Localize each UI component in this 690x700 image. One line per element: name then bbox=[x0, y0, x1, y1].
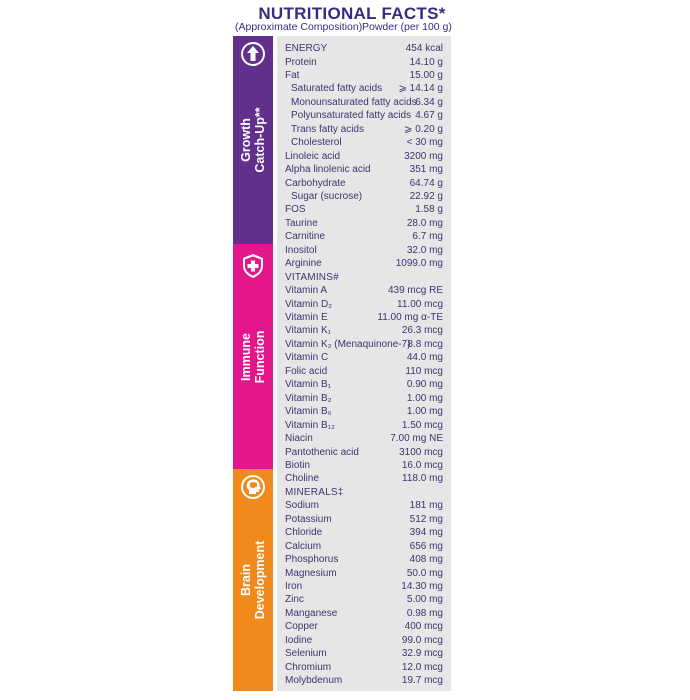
nutrient-label: Sugar (sucrose) bbox=[291, 190, 363, 202]
nutrient-label: Carbohydrate bbox=[285, 177, 346, 189]
nutrient-row bbox=[285, 230, 443, 243]
nutrient-label: Iodine bbox=[285, 634, 313, 646]
nutrient-row bbox=[285, 647, 443, 660]
nutrient-value: 3100 mcg bbox=[399, 446, 443, 458]
nutrient-row bbox=[285, 96, 443, 109]
nutrient-label: Vitamin B₂ bbox=[285, 392, 332, 404]
nutrient-label: Polyunsaturated fatty acids bbox=[291, 110, 412, 122]
nutrient-value: 512 mg bbox=[409, 513, 443, 525]
serving-basis: Powder (per 100 g) bbox=[362, 21, 452, 33]
nutrient-label: Pantothenic acid bbox=[285, 446, 359, 458]
nutrient-label: Vitamin E bbox=[285, 312, 328, 323]
nutrient-label: Vitamin C bbox=[285, 352, 329, 364]
nutrient-row bbox=[285, 365, 443, 378]
nutrient-value: 181 mg bbox=[409, 500, 443, 512]
nutrient-row bbox=[285, 526, 443, 539]
band-label-line: Catch-Up** bbox=[253, 107, 267, 173]
nutrient-value: 99.0 mcg bbox=[401, 634, 443, 646]
band-label-line: Growth bbox=[239, 118, 253, 162]
nutrient-value: 14.10 g bbox=[409, 56, 443, 68]
nutrient-label: Molybdenum bbox=[285, 675, 343, 687]
up-arrow-icon bbox=[239, 40, 267, 68]
nutrient-label: ENERGY bbox=[285, 43, 328, 54]
nutrient-row bbox=[285, 620, 443, 633]
section-header bbox=[285, 486, 443, 499]
nutrient-row bbox=[285, 177, 443, 190]
nutrient-value: 12.0 mcg bbox=[401, 661, 443, 673]
nutrient-value: 11.00 mcg bbox=[397, 298, 443, 310]
nutrient-label: Biotin bbox=[285, 459, 311, 471]
nutrient-label: Vitamin B₆ bbox=[285, 406, 332, 418]
nutrient-row bbox=[285, 459, 443, 472]
nutrient-row bbox=[285, 163, 443, 176]
nutrient-row bbox=[285, 540, 443, 553]
nutrient-label: Calcium bbox=[285, 540, 322, 552]
nutrient-label: FOS bbox=[285, 204, 306, 216]
nutrient-row bbox=[285, 217, 443, 230]
nutrient-row bbox=[285, 553, 443, 566]
nutrient-label: Inositol bbox=[285, 244, 317, 256]
nutrient-row bbox=[285, 56, 443, 69]
nutrient-row bbox=[285, 203, 443, 216]
nutrient-value: 64.74 g bbox=[409, 177, 443, 189]
nutrient-label: Phosphorus bbox=[285, 554, 339, 566]
nutrient-value: ⩾ 14.14 g bbox=[398, 83, 443, 95]
nutrient-label: Vitamin A bbox=[285, 285, 328, 297]
nutrient-value: 110 mcg bbox=[405, 365, 443, 377]
nutrient-value: 454 kcal bbox=[405, 43, 443, 54]
nutrient-value: 1.58 g bbox=[415, 204, 443, 216]
nutrient-label: Protein bbox=[285, 56, 317, 68]
nutrient-value: 50.0 mg bbox=[406, 567, 443, 579]
nutrient-row bbox=[285, 661, 443, 674]
nutrient-row bbox=[285, 244, 443, 257]
nutrient-value: 394 mg bbox=[409, 527, 443, 539]
nutrient-value: 6.7 mg bbox=[412, 231, 443, 243]
nutrient-value: 19.7 mcg bbox=[401, 675, 443, 687]
shield-cross-icon bbox=[239, 252, 267, 280]
nutrient-value: 11.00 mg α-TE bbox=[377, 312, 443, 323]
nutrient-value: < 30 mg bbox=[406, 137, 443, 149]
nutrient-value: 32.0 mg bbox=[406, 244, 443, 256]
nutrient-value: 0.90 mg bbox=[406, 379, 443, 391]
nutrient-label: Vitamin K₁ bbox=[285, 325, 331, 337]
nutrient-value: 15.00 g bbox=[409, 69, 443, 81]
nutrient-row bbox=[285, 298, 443, 311]
brain-head-icon bbox=[239, 473, 267, 501]
nutrient-value: 408 mg bbox=[409, 554, 443, 566]
nutrient-label: Fat bbox=[285, 69, 300, 81]
nutrient-row bbox=[285, 432, 443, 445]
nutrient-label: Vitamin D₂ bbox=[285, 298, 333, 310]
nutrient-row bbox=[285, 351, 443, 364]
nutrient-row bbox=[285, 109, 443, 122]
band-label-line: Brain bbox=[239, 564, 253, 596]
nutrient-value: 656 mg bbox=[409, 540, 443, 552]
nutrient-label: Selenium bbox=[285, 648, 327, 660]
nutrient-row bbox=[285, 567, 443, 580]
nutrient-row bbox=[285, 513, 443, 526]
band-label-immune bbox=[239, 330, 267, 383]
nutrient-value: 44.0 mg bbox=[406, 352, 443, 364]
nutrient-value: 4.67 g bbox=[415, 110, 443, 122]
nutrient-row bbox=[285, 42, 443, 55]
nutrient-value: 22.92 g bbox=[409, 190, 443, 202]
band-label-brain bbox=[239, 541, 267, 620]
band-label-line: Immune bbox=[239, 332, 253, 381]
nutrient-label: Arginine bbox=[285, 258, 322, 270]
nutrient-row bbox=[285, 324, 443, 337]
nutrient-label: Vitamin B₁ bbox=[285, 379, 331, 391]
nutrient-row bbox=[285, 82, 443, 95]
nutrient-value: 1099.0 mg bbox=[395, 258, 443, 270]
nutrient-value: 1.50 mcg bbox=[401, 419, 443, 431]
nutrient-label: Magnesium bbox=[285, 567, 337, 579]
band-brain-development bbox=[233, 469, 273, 691]
nutrient-row bbox=[285, 580, 443, 593]
nutrient-label: Vitamin B₁₂ bbox=[285, 419, 335, 431]
nutrient-row bbox=[285, 150, 443, 163]
band-label-growth bbox=[239, 107, 267, 172]
nutrient-row bbox=[285, 69, 443, 82]
nutrient-label: Iron bbox=[285, 581, 303, 592]
nutrient-row bbox=[285, 419, 443, 432]
nutrient-row bbox=[285, 405, 443, 418]
nutrient-value: 439 mcg RE bbox=[387, 285, 443, 297]
nutrient-row bbox=[285, 311, 443, 324]
nutrient-label: Monounsaturated fatty acids bbox=[291, 96, 417, 108]
band-label-line: Function bbox=[253, 330, 267, 383]
section-header bbox=[285, 271, 443, 284]
nutrient-label: Chromium bbox=[285, 661, 332, 673]
nutrient-value: 26.3 mcg bbox=[401, 325, 443, 337]
nutrient-value: 14.30 mg bbox=[401, 581, 443, 592]
nutrient-row bbox=[285, 607, 443, 620]
nutrient-label: Potassium bbox=[285, 513, 332, 525]
nutrient-row bbox=[285, 190, 443, 203]
nutrient-row bbox=[285, 472, 443, 485]
band-immune-function bbox=[233, 244, 273, 469]
nutrient-value: 6.34 g bbox=[415, 96, 443, 108]
nutrient-label: Saturated fatty acids bbox=[291, 83, 383, 95]
nutrient-value: ⩾ 0.20 g bbox=[404, 123, 443, 135]
nutrient-label: Taurine bbox=[285, 217, 318, 229]
nutrient-value: 16.0 mcg bbox=[401, 459, 443, 471]
nutrient-value: 118.0 mg bbox=[402, 473, 443, 485]
nutrient-row bbox=[285, 634, 443, 647]
nutrient-value: 351 mg bbox=[409, 164, 443, 176]
nutrient-row bbox=[285, 338, 443, 351]
section-label: MINERALS‡ bbox=[285, 486, 344, 498]
nutrient-label: Alpha linolenic acid bbox=[285, 164, 371, 176]
nutrient-label: Trans fatty acids bbox=[291, 123, 364, 135]
nutrient-label: Sodium bbox=[285, 500, 319, 512]
nutrient-row bbox=[285, 136, 443, 149]
nutrient-label: Zinc bbox=[285, 594, 304, 606]
nutrient-value: 28.0 mg bbox=[406, 217, 443, 229]
page-title: NUTRITIONAL FACTS* bbox=[258, 4, 446, 23]
nutrient-row bbox=[285, 123, 443, 136]
nutrient-row bbox=[285, 593, 443, 606]
nutrient-label: Manganese bbox=[285, 607, 338, 619]
nutrient-value: 1.00 mg bbox=[406, 406, 443, 418]
nutrient-label: Folic acid bbox=[285, 365, 328, 377]
band-label-line: Development bbox=[253, 540, 267, 620]
nutrient-label: Choline bbox=[285, 473, 319, 485]
nutrient-value: 8.8 mcg bbox=[407, 338, 443, 350]
nutrient-row bbox=[285, 284, 443, 297]
nutrient-value: 1.00 mg bbox=[406, 392, 443, 404]
nutrient-value: 400 mcg bbox=[404, 621, 443, 633]
nutrient-label: Niacin bbox=[285, 433, 313, 444]
band-growth-catch-up bbox=[233, 36, 273, 244]
section-label: VITAMINS# bbox=[285, 271, 339, 283]
nutrient-label: Carnitine bbox=[285, 231, 326, 243]
nutrient-value: 7.00 mg NE bbox=[390, 433, 443, 444]
nutrient-value: 0.98 mg bbox=[406, 607, 443, 619]
nutrient-row bbox=[285, 674, 443, 687]
nutrient-row bbox=[285, 446, 443, 459]
nutrient-row bbox=[285, 499, 443, 512]
nutrient-row bbox=[285, 257, 443, 270]
nutrient-row bbox=[285, 392, 443, 405]
nutrient-label: Copper bbox=[285, 621, 318, 633]
nutrient-row bbox=[285, 378, 443, 391]
nutrient-label: Cholesterol bbox=[291, 137, 342, 149]
nutrient-value: 32.9 mcg bbox=[401, 648, 443, 660]
nutrient-label: Linoleic acid bbox=[285, 150, 341, 162]
nutrient-value: 5.00 mg bbox=[406, 594, 443, 606]
nutrient-label: Vitamin K₂ (Menaquinone-7) bbox=[285, 338, 411, 350]
composition-note: (Approximate Composition) bbox=[235, 21, 363, 33]
nutrient-label: Chloride bbox=[285, 527, 323, 539]
nutrient-value: 3200 mg bbox=[404, 150, 443, 162]
